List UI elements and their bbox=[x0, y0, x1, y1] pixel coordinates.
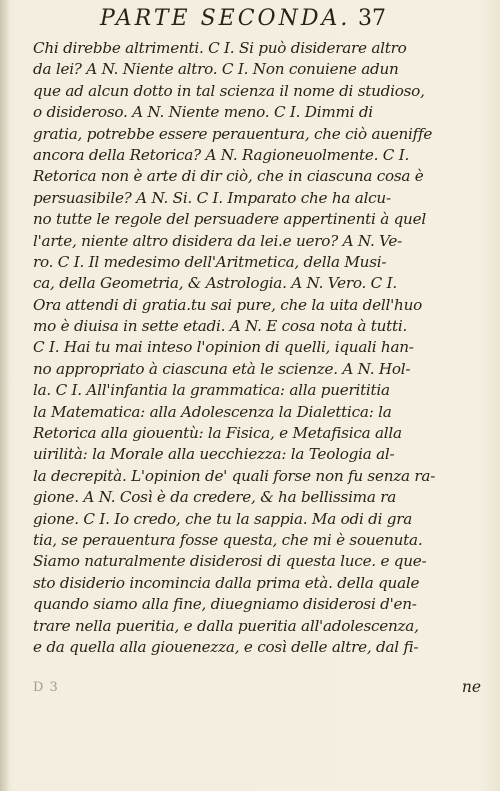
text-line: mo è diuisa in sette etadi. A N. E cosa nota à tutti. bbox=[33, 317, 408, 336]
text-line: no appropriato à ciascuna età le scienze. A N. Hol- bbox=[33, 359, 411, 378]
page-header bbox=[100, 4, 400, 34]
gutter-shadow bbox=[0, 0, 10, 791]
text-line: C I. Hai tu mai inteso l'opinion di quelli, iquali han- bbox=[33, 338, 414, 357]
text-line: ro. C I. Il medesimo dell'Aritmetica, della Musi- bbox=[33, 252, 387, 271]
text-line: l'arte, niente altro disidera da lei.e uero? A N. Ve- bbox=[33, 231, 403, 250]
text-line: quando siamo alla fine, diuegniamo disiderosi d'en- bbox=[33, 595, 417, 614]
text-line: gione. A N. Così è da credere, & ha bellissima ra bbox=[33, 488, 397, 507]
text-line: o disideroso. A N. Niente meno. C I. Dimmi di bbox=[33, 103, 373, 122]
text-line: Siamo naturalmente disiderosi di questa luce. e que- bbox=[33, 552, 427, 571]
text-line: trare nella pueritia, e dalla pueritia all'adolescenza, bbox=[33, 616, 419, 635]
text-line: e da quella alla giouenezza, e così delle altre, dal fi- bbox=[33, 637, 419, 656]
text-line: Retorica non è arte di dir ciò, che in ciascuna cosa è bbox=[33, 167, 424, 186]
text-line: gratia, potrebbe essere perauentura, che ciò aueniffe bbox=[33, 124, 433, 143]
text-line: persuasibile? A N. Si. C I. Imparato che ha alcu- bbox=[33, 188, 391, 207]
text-line: Retorica alla giouentù: la Fisica, e Metafisica alla bbox=[33, 424, 402, 443]
text-line: gione. C I. Io credo, che tu la sappia. Ma odi di gra bbox=[33, 509, 413, 528]
text-line: Chi direbbe altrimenti. C I. Si può disiderare altro bbox=[33, 39, 407, 57]
text-line: tia, se perauentura fosse questa, che mi è souenuta. bbox=[33, 530, 423, 549]
catchword: ne bbox=[461, 678, 481, 696]
running-head: PARTE SECONDA. bbox=[100, 6, 351, 31]
text-line: sto disiderio incomincia dalla prima età. della quale bbox=[33, 573, 420, 592]
text-line: que ad alcun dotto in tal scienza il nome di studioso, bbox=[33, 81, 425, 100]
text-line: la decrepità. L'opinion de' quali forse non fu senza ra- bbox=[33, 466, 436, 485]
text-line: ancora della Retorica? A N. Ragioneuolmente. C I. bbox=[33, 145, 410, 164]
page-number: 37 bbox=[358, 6, 386, 31]
page-footer bbox=[33, 676, 481, 700]
text-line: uirilità: la Morale alla uecchiezza: la Teologia al- bbox=[33, 445, 395, 464]
text-line: da lei? A N. Niente altro. C I. Non conuiene adun bbox=[33, 60, 399, 79]
signature-mark: D 3 bbox=[33, 680, 59, 695]
text-line: ca, della Geometria, & Astrologia. A N. Vero. C I. bbox=[33, 274, 397, 293]
text-line: no tutte le regole del persuadere appertinenti à quel bbox=[33, 210, 426, 229]
body-text bbox=[33, 38, 481, 658]
text-line: la Matematica: alla Adolescenza la Dialettica: la bbox=[33, 402, 392, 421]
text-line: Ora attendi di gratia.tu sai pure, che la uita dell'huo bbox=[33, 295, 422, 314]
text-line: la. C I. All'infantia la grammatica: alla puerititia bbox=[33, 381, 390, 400]
